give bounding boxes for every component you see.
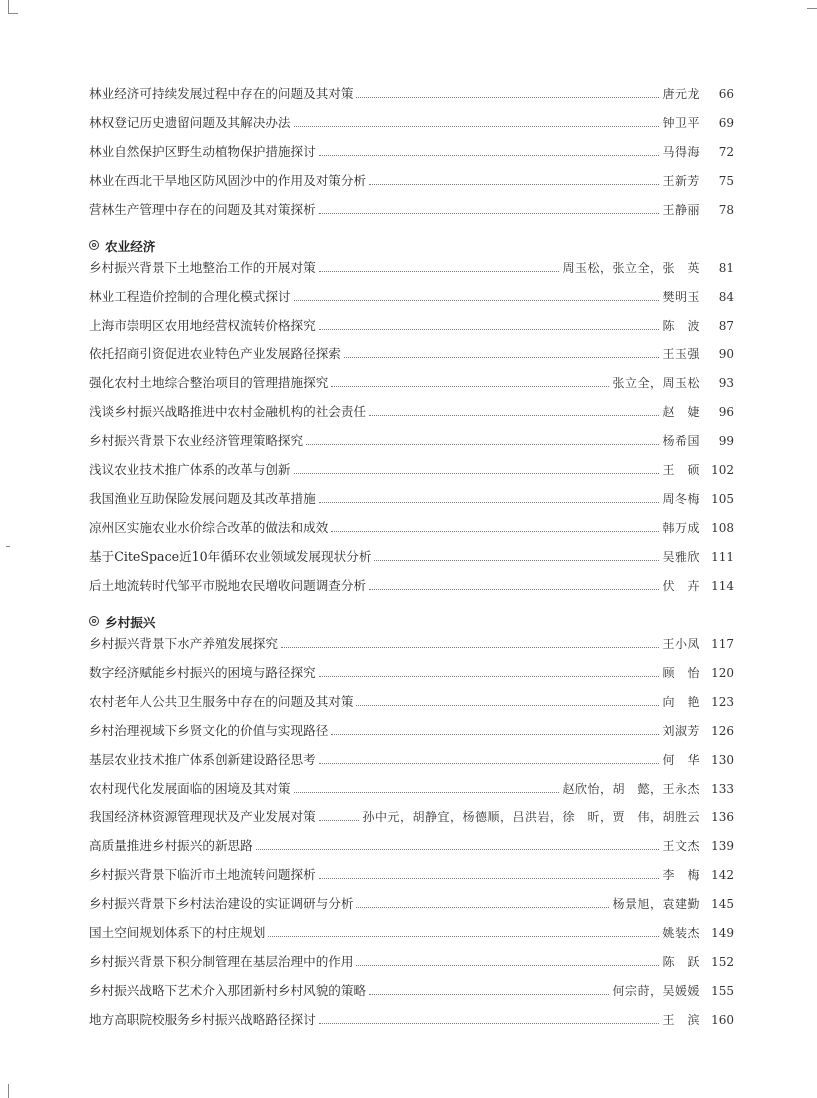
toc-entry[interactable] — [89, 433, 734, 462]
entry-page-number: 90 — [718, 347, 734, 362]
section-heading — [89, 231, 734, 260]
entry-author: 杨希国 — [662, 434, 700, 449]
entry-page-number: 136 — [711, 810, 734, 825]
entry-title: 乡村振兴背景下临沂市土地流转问题探析 — [89, 867, 316, 883]
entry-title: 乡村振兴背景下农业经济管理策略探究 — [89, 433, 304, 449]
entry-page-number: 81 — [718, 260, 734, 275]
entry-title: 依托招商引资促进农业特色产业发展路径探索 — [89, 346, 341, 362]
toc-entry[interactable] — [89, 983, 734, 1012]
toc-entry[interactable] — [89, 144, 734, 173]
section-bullet-icon — [89, 240, 99, 250]
dot-leader — [319, 204, 660, 214]
crop-mark — [6, 546, 10, 547]
toc-entry[interactable] — [89, 665, 734, 694]
dot-leader — [369, 406, 659, 416]
entry-title: 地方高职院校服务乡村振兴战略路径探讨 — [89, 1012, 316, 1027]
dot-leader — [356, 898, 609, 908]
dot-leader — [369, 580, 659, 590]
entry-title: 林业经济可持续发展过程中存在的问题及其对策 — [89, 86, 354, 101]
entry-author: 唐元龙 — [662, 87, 700, 101]
dot-leader — [356, 956, 659, 966]
entry-title: 基于CiteSpace近10年循环农业领域发展现状分析 — [89, 549, 372, 564]
entry-title: 凉州区实施农业水价综合改革的做法和成效 — [89, 520, 329, 536]
dot-leader — [319, 667, 660, 677]
entry-page-number: 69 — [718, 115, 734, 130]
dot-leader — [319, 1014, 660, 1024]
dot-leader — [356, 696, 659, 706]
toc-entry[interactable] — [89, 520, 734, 549]
entry-title: 乡村振兴背景下水产养殖发展探究 — [89, 635, 278, 651]
entry-page-number: 130 — [711, 752, 734, 767]
entry-author: 陈 跃 — [662, 955, 700, 970]
crop-mark — [8, 1084, 9, 1098]
toc-entry[interactable] — [89, 173, 734, 202]
entry-page-number: 105 — [711, 492, 734, 507]
entry-title: 浅议农业技术推广体系的改革与创新 — [89, 462, 291, 478]
entry-title: 乡村振兴背景下土地整治工作的开展对策 — [89, 259, 316, 275]
entry-title: 林业工程造价控制的合理化模式探讨 — [89, 288, 291, 304]
entry-author: 吴雅欣 — [662, 550, 700, 564]
entry-page-number: 123 — [711, 694, 734, 709]
entry-page-number: 160 — [711, 1013, 734, 1027]
section-title: 农业经济 — [105, 238, 156, 254]
dot-leader — [319, 811, 360, 821]
entry-page-number: 84 — [718, 289, 734, 304]
entry-author: 何宗莳，吴媛媛 — [612, 984, 700, 999]
entry-author: 钟卫平 — [662, 115, 700, 130]
entry-author: 赵欣怡，胡 懿，王永杰 — [562, 781, 700, 796]
crop-mark — [807, 8, 817, 9]
entry-page-number: 75 — [718, 173, 734, 188]
entry-title: 国土空间规划体系下的村庄规划 — [89, 925, 266, 941]
entry-page-number: 155 — [711, 984, 734, 999]
entry-page-number: 152 — [711, 955, 734, 970]
entry-author: 张立全，周玉松 — [612, 376, 700, 391]
entry-title: 营林生产管理中存在的问题及其对策探析 — [89, 201, 316, 217]
entry-title: 强化农村土地综合整治项目的管理措施探究 — [89, 375, 329, 391]
entry-author: 周玉松，张立全，张 英 — [562, 260, 700, 275]
dot-leader — [294, 291, 660, 301]
toc-entry[interactable] — [89, 115, 734, 144]
entry-page-number: 66 — [718, 87, 734, 101]
entry-page-number: 96 — [718, 405, 734, 420]
toc-entry[interactable] — [89, 838, 734, 867]
entry-page-number: 114 — [711, 578, 734, 593]
entry-page-number: 142 — [711, 868, 734, 883]
entry-author: 王 硕 — [662, 463, 700, 478]
section-bullet-icon — [89, 616, 99, 626]
entry-author: 赵 婕 — [662, 405, 700, 420]
dot-leader — [281, 638, 660, 648]
dot-leader — [294, 464, 660, 474]
entry-title: 高质量推进乡村振兴的新思路 — [89, 838, 253, 854]
entry-author: 姚装杰 — [662, 926, 700, 941]
entry-author: 王新芳 — [662, 173, 700, 188]
toc-entry[interactable] — [89, 318, 734, 347]
dot-leader — [331, 725, 659, 735]
toc-entry[interactable] — [89, 809, 734, 838]
crop-mark — [8, 0, 9, 14]
entry-page-number: 87 — [718, 318, 734, 333]
entry-title: 林业自然保护区野生动植物保护措施探讨 — [89, 143, 316, 159]
toc-entry[interactable] — [89, 578, 734, 607]
entry-page-number: 133 — [711, 781, 734, 796]
toc-entry[interactable] — [89, 867, 734, 896]
toc-entry[interactable] — [89, 752, 734, 781]
dot-leader — [344, 348, 660, 358]
dot-leader — [268, 927, 659, 937]
dot-leader — [294, 117, 660, 127]
entry-author: 王文杰 — [662, 839, 700, 854]
entry-title: 数字经济赋能乡村振兴的困境与路径探究 — [89, 664, 316, 680]
entry-title: 基层农业技术推广体系创新建设路径思考 — [89, 751, 316, 767]
entry-title: 乡村治理视域下乡贤文化的价值与实现路径 — [89, 722, 329, 738]
entry-author: 陈 波 — [662, 318, 700, 333]
entry-author: 李 梅 — [662, 868, 700, 883]
dot-leader — [319, 262, 560, 272]
toc-entry[interactable] — [89, 896, 734, 925]
dot-leader — [369, 175, 659, 185]
entry-author: 向 艳 — [662, 694, 700, 709]
entry-author: 伏 卉 — [662, 578, 700, 593]
entry-page-number: 111 — [711, 550, 734, 564]
entry-author: 何 华 — [662, 752, 700, 767]
dot-leader — [374, 551, 659, 561]
entry-page-number: 72 — [718, 144, 734, 159]
entry-page-number: 126 — [711, 723, 734, 738]
entry-page-number: 108 — [711, 521, 734, 536]
toc-entry[interactable] — [89, 781, 734, 810]
entry-author: 韩万成 — [662, 521, 700, 536]
toc-entry[interactable] — [89, 636, 734, 665]
entry-title: 林业在西北干旱地区防风固沙中的作用及对策分析 — [89, 172, 367, 188]
dot-leader — [331, 522, 659, 532]
entry-title: 上海市崇明区农用地经营权流转价格探究 — [89, 317, 316, 333]
table-of-contents — [89, 86, 734, 1041]
entry-page-number: 99 — [718, 434, 734, 449]
dot-leader — [319, 754, 660, 764]
entry-title: 我国渔业互助保险发展问题及其改革措施 — [89, 491, 316, 507]
entry-title: 浅谈乡村振兴战略推进中农村金融机构的社会责任 — [89, 404, 367, 420]
entry-author: 顾 怡 — [662, 665, 700, 680]
dot-leader — [369, 985, 609, 995]
toc-entry[interactable] — [89, 723, 734, 752]
toc-entry[interactable] — [89, 404, 734, 433]
entry-title: 乡村振兴背景下乡村法治建设的实证调研与分析 — [89, 896, 354, 912]
entry-author: 马得海 — [662, 144, 700, 159]
toc-entry[interactable] — [89, 289, 734, 318]
entry-title: 乡村振兴背景下积分制管理在基层治理中的作用 — [89, 954, 354, 970]
toc-entry[interactable] — [89, 1012, 734, 1041]
entry-author: 王玉强 — [662, 347, 700, 362]
dot-leader — [306, 435, 659, 445]
dot-leader — [356, 88, 659, 98]
entry-title: 林权登记历史遗留问题及其解决办法 — [89, 114, 291, 130]
entry-author: 王小凤 — [662, 636, 700, 651]
entry-page-number: 149 — [711, 926, 734, 941]
entry-title: 我国经济林资源管理现状及产业发展对策 — [89, 809, 316, 825]
dot-leader — [319, 320, 660, 330]
entry-author: 孙中元，胡静宜，杨德顺，吕洪岩，徐 昕，贾 伟，胡胜云 — [362, 810, 700, 825]
toc-entry[interactable] — [89, 549, 734, 578]
toc-entry[interactable] — [89, 260, 734, 289]
entry-page-number: 93 — [718, 376, 734, 391]
entry-page-number: 139 — [711, 839, 734, 854]
entry-author: 周冬梅 — [662, 492, 700, 507]
toc-entry[interactable] — [89, 954, 734, 983]
dot-leader — [294, 783, 560, 793]
entry-page-number: 120 — [711, 665, 734, 680]
entry-title: 农村老年人公共卫生服务中存在的问题及其对策 — [89, 693, 354, 709]
entry-title: 后土地流转时代邹平市脱地农民增收问题调查分析 — [89, 577, 367, 593]
toc-entry[interactable] — [89, 694, 734, 723]
section-title: 乡村振兴 — [105, 614, 156, 630]
entry-page-number: 102 — [711, 463, 734, 478]
entry-author: 王静丽 — [662, 202, 700, 217]
toc-entry[interactable] — [89, 375, 734, 404]
entry-author: 樊明玉 — [662, 289, 700, 304]
entry-page-number: 78 — [718, 202, 734, 217]
entry-title: 乡村振兴战略下艺术介入那团新村乡村风貌的策略 — [89, 983, 367, 999]
dot-leader — [319, 146, 660, 156]
entry-author: 杨景旭，袁建勤 — [612, 897, 700, 912]
crop-mark — [8, 13, 18, 14]
toc-entry[interactable] — [89, 491, 734, 520]
entry-page-number: 117 — [711, 636, 734, 651]
dot-leader — [256, 840, 660, 850]
section-heading — [89, 607, 734, 636]
toc-entry[interactable] — [89, 346, 734, 375]
entry-page-number: 145 — [711, 897, 734, 912]
entry-title: 农村现代化发展面临的困境及其对策 — [89, 780, 291, 796]
toc-entry[interactable] — [89, 925, 734, 954]
dot-leader — [319, 493, 660, 503]
toc-entry[interactable] — [89, 202, 734, 231]
entry-author: 王 滨 — [662, 1013, 700, 1027]
dot-leader — [331, 377, 609, 387]
entry-author: 刘淑芳 — [662, 723, 700, 738]
toc-entry[interactable] — [89, 462, 734, 491]
toc-entry[interactable] — [89, 86, 734, 115]
dot-leader — [319, 869, 660, 879]
